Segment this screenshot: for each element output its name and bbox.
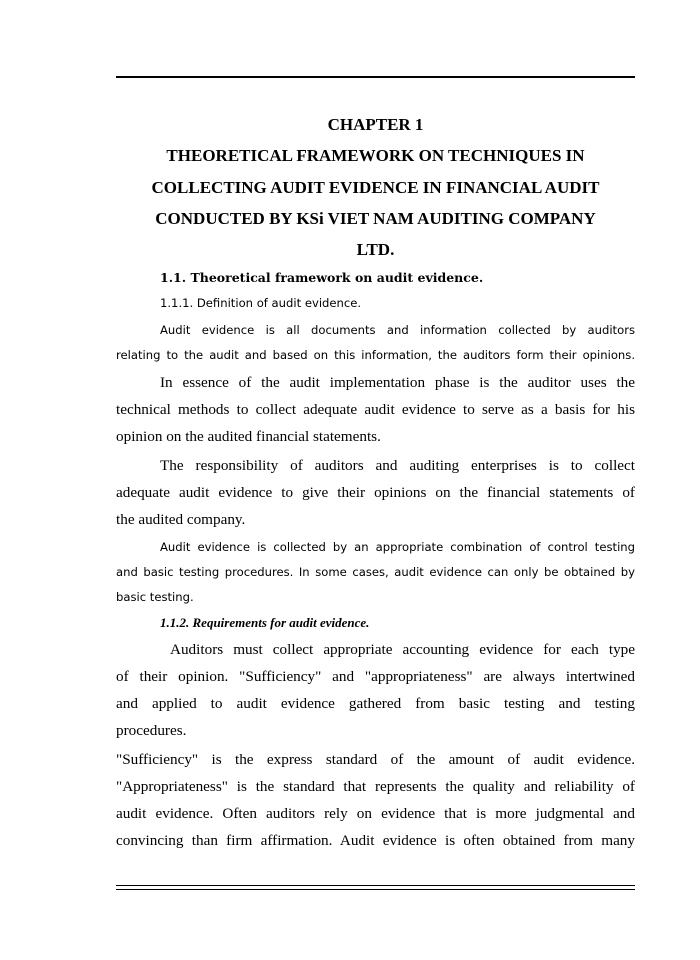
section-heading-1-1: 1.1. Theoretical framework on audit evidence.: [160, 270, 484, 285]
text-line: The responsibility of auditors and auditing enterprises is to collect: [160, 457, 635, 474]
text-line: basic testing.: [116, 590, 194, 604]
text-line: and applied to audit evidence gathered from basic testing and testing: [116, 695, 635, 712]
text-line: Audit evidence is collected by an appropriate combination of control testing: [160, 540, 635, 554]
text-line: of their opinion. "Sufficiency" and "appropriateness" are always intertwined: [116, 668, 635, 685]
paragraph-responsibility: [116, 452, 635, 533]
text-line: Audit evidence is all documents and information collected by auditors: [160, 323, 635, 337]
paragraph-collected: [116, 535, 635, 610]
paragraph-requirements: [116, 636, 635, 744]
paragraph-definition: [116, 318, 635, 368]
text-line: adequate audit evidence to give their opinions on the financial statements of: [116, 484, 635, 501]
chapter-title-line: CONDUCTED BY KSi VIET NAM AUDITING COMPANY: [155, 209, 596, 228]
section-heading-1-1-2: 1.1.2. Requirements for audit evidence.: [160, 615, 370, 630]
footer-rule: [116, 885, 635, 890]
text-line: convincing than firm affirmation. Audit evidence is often obtained from many: [116, 832, 635, 849]
text-line: procedures.: [116, 722, 187, 739]
text-line: In essence of the audit implementation phase is the auditor uses the: [160, 374, 635, 391]
chapter-title-line: COLLECTING AUDIT EVIDENCE IN FINANCIAL AUDIT: [151, 178, 600, 197]
text-line: the audited company.: [116, 511, 246, 528]
text-line: "Appropriateness" is the standard that represents the quality and reliability of: [116, 778, 635, 795]
paragraph-essence: [116, 369, 635, 450]
text-line: "Sufficiency" is the express standard of the amount of audit evidence.: [116, 751, 635, 768]
section-heading-1-1-1: 1.1.1. Definition of audit evidence.: [160, 296, 362, 310]
text-line: audit evidence. Often auditors rely on evidence that is more judgmental and: [116, 805, 635, 822]
chapter-label: CHAPTER 1: [327, 115, 424, 134]
text-line: Auditors must collect appropriate accounting evidence for each type: [170, 641, 635, 658]
chapter-title-line: LTD.: [356, 240, 395, 259]
text-line: technical methods to collect adequate audit evidence to serve as a basis for his: [116, 401, 635, 418]
text-line: relating to the audit and based on this information, the auditors form their opinions.: [116, 348, 635, 362]
text-line: opinion on the audited financial statements.: [116, 428, 381, 445]
text-line: and basic testing procedures. In some cases, audit evidence can only be obtained by: [116, 565, 635, 579]
chapter-title-line: THEORETICAL FRAMEWORK ON TECHNIQUES IN: [166, 146, 585, 165]
header-rule: [116, 76, 635, 78]
paragraph-sufficiency: [116, 746, 635, 854]
